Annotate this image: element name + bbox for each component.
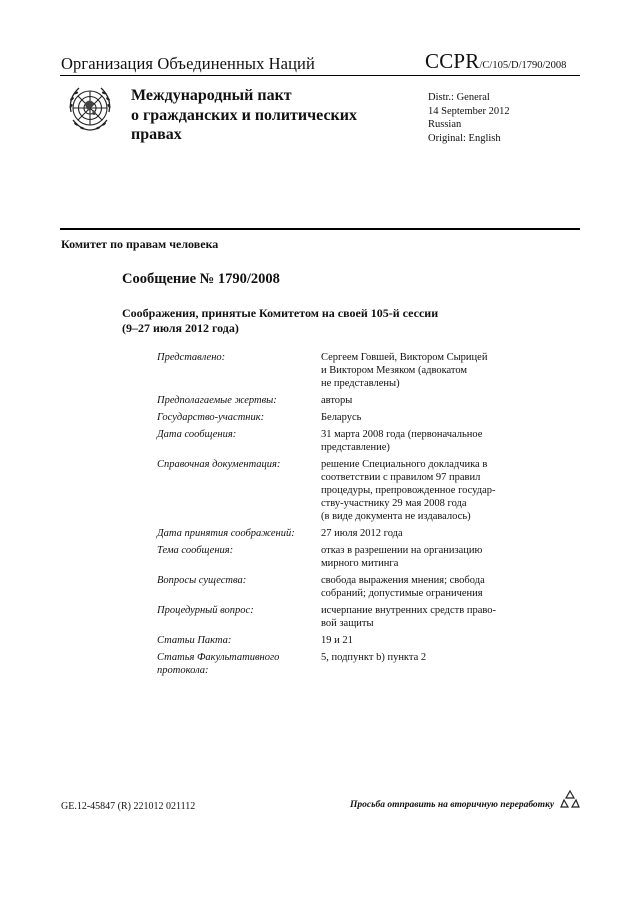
detail-value-line: мирного митинга xyxy=(321,558,399,569)
detail-row xyxy=(157,394,527,407)
distribution-info xyxy=(428,91,510,145)
distribution-line: Distr.: General xyxy=(428,92,490,103)
detail-label-line: Процедурный вопрос: xyxy=(157,605,254,616)
detail-row xyxy=(157,634,527,647)
organization-name: Организация Объединенных Наций xyxy=(61,54,315,73)
document-title xyxy=(131,86,357,145)
document-symbol xyxy=(425,49,566,74)
detail-value xyxy=(321,394,521,407)
title-line: о гражданских и политических xyxy=(131,106,357,124)
detail-value xyxy=(321,574,521,600)
detail-label xyxy=(157,394,321,407)
detail-value-line: представление) xyxy=(321,442,390,453)
detail-value xyxy=(321,351,521,390)
detail-row xyxy=(157,351,527,390)
title-line: Международный пакт xyxy=(131,87,292,104)
detail-value xyxy=(321,411,521,424)
job-number: GE.12-45847 (R) 221012 021112 xyxy=(61,801,196,812)
detail-label-line: Вопросы существа: xyxy=(157,575,247,586)
detail-label xyxy=(157,458,321,523)
detail-value-line: 5, подпункт b) пункта 2 xyxy=(321,652,427,663)
detail-label-line: Статьи Пакта: xyxy=(157,635,232,646)
title-line: правах xyxy=(131,126,182,143)
detail-value-line: и Виктором Мезяком (адвокатом xyxy=(321,365,468,376)
detail-value-line: собраний; допустимые ограничения xyxy=(321,588,483,599)
detail-value xyxy=(321,651,521,677)
detail-label xyxy=(157,651,321,677)
document-symbol-main: CCPR xyxy=(425,49,480,73)
detail-value-line: решение Специального докладчика в xyxy=(321,459,488,470)
section-rule xyxy=(60,228,580,230)
detail-value-line: (в виде документа не издавалось) xyxy=(321,511,471,522)
detail-label xyxy=(157,544,321,570)
detail-row xyxy=(157,604,527,630)
detail-label-line: Предполагаемые жертвы: xyxy=(157,395,277,406)
detail-label-line: протокола: xyxy=(157,665,209,676)
detail-label-line: Дата принятия соображений: xyxy=(157,528,295,539)
detail-label xyxy=(157,428,321,454)
detail-value-line: Беларусь xyxy=(321,412,362,423)
detail-value-line: Сергеем Говшей, Виктором Сырицей xyxy=(321,352,488,363)
detail-value-line: ству-участнику 29 мая 2008 года xyxy=(321,498,467,509)
detail-value-line: 19 и 21 xyxy=(321,635,353,646)
detail-value xyxy=(321,458,521,523)
detail-label-line: Тема сообщения: xyxy=(157,545,234,556)
language-line: Russian xyxy=(428,119,462,130)
detail-row xyxy=(157,574,527,600)
recycle-icon xyxy=(560,789,580,809)
detail-row xyxy=(157,651,527,677)
detail-row xyxy=(157,411,527,424)
header-rule xyxy=(60,75,580,76)
detail-row xyxy=(157,527,527,540)
detail-value xyxy=(321,527,521,540)
detail-label-line: Статья Факультативного xyxy=(157,652,280,663)
detail-value-line: 27 июля 2012 года xyxy=(321,528,403,539)
original-language-line: Original: English xyxy=(428,132,501,144)
decision-line: Соображения, принятые Комитетом на своей 105-й сессии xyxy=(122,306,439,320)
detail-value xyxy=(321,634,521,647)
detail-value-line: авторы xyxy=(321,395,353,406)
detail-value-line: вой защиты xyxy=(321,618,374,629)
detail-label xyxy=(157,411,321,424)
detail-label xyxy=(157,604,321,630)
detail-value xyxy=(321,428,521,454)
detail-label xyxy=(157,634,321,647)
decision-line: (9–27 июля 2012 года) xyxy=(122,321,239,335)
detail-value-line: исчерпание внутренних средств право- xyxy=(321,605,497,616)
detail-label xyxy=(157,574,321,600)
detail-value-line: процедуры, препровожденное государ- xyxy=(321,485,496,496)
detail-label xyxy=(157,527,321,540)
recycle-notice: Просьба отправить на вторичную переработку xyxy=(350,800,555,810)
detail-label-line: Справочная документация: xyxy=(157,459,281,470)
detail-row xyxy=(157,428,527,454)
date-line: 14 September 2012 xyxy=(428,105,510,117)
document-symbol-sub: /C/105/D/1790/2008 xyxy=(479,60,567,71)
detail-value-line: отказ в разрешении на организацию xyxy=(321,545,483,556)
detail-label-line: Государство-участник: xyxy=(157,412,265,423)
case-details-table xyxy=(157,351,527,681)
un-emblem-icon xyxy=(62,82,118,138)
detail-value-line: 31 марта 2008 года (первоначальное xyxy=(321,429,483,440)
communication-title: Сообщение № 1790/2008 xyxy=(122,271,280,287)
detail-value-line: не представлены) xyxy=(321,378,400,389)
detail-value-line: свобода выражения мнения; свобода xyxy=(321,575,485,586)
detail-value-line: соответствии с правилом 97 правил xyxy=(321,472,481,483)
detail-row xyxy=(157,458,527,523)
detail-value xyxy=(321,604,521,630)
detail-label-line: Представлено: xyxy=(157,352,226,363)
detail-label xyxy=(157,351,321,390)
committee-name: Комитет по правам человека xyxy=(61,237,219,251)
detail-row xyxy=(157,544,527,570)
detail-label-line: Дата сообщения: xyxy=(157,429,237,440)
detail-value xyxy=(321,544,521,570)
decision-heading xyxy=(122,306,438,336)
